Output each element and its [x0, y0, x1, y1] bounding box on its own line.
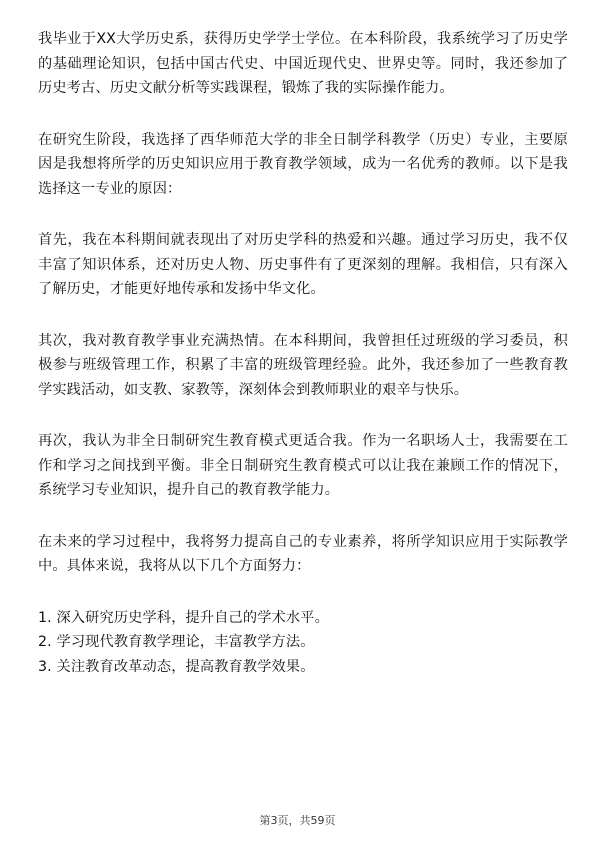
paragraph-reason-second: 其次，我对教育教学事业充满热情。在本科期间，我曾担任过班级的学习委员，积极参与班级管理工作，积累了丰富的班级管理经验。此外，我还参加了一些教育教学实践活动，如支教、家教等，深刻体会到教师职业的艰辛与快乐。 — [38, 332, 568, 398]
document-body — [38, 27, 568, 679]
page-number: 第3页，共59页 — [259, 814, 336, 827]
list-item: 3. 关注教育改革动态，提高教育教学效果。 — [38, 658, 315, 675]
paragraph-graduate-choice: 在研究生阶段，我选择了西华师范大学的非全日制学科教学（历史）专业，主要原因是我想将所学的历史知识应用于教育教学领域，成为一名优秀的教师。以下是我选择这一专业的原因： — [38, 131, 568, 197]
paragraph-reason-third: 再次，我认为非全日制研究生教育模式更适合我。作为一名职场人士，我需要在工作和学习之间找到平衡。非全日制研究生教育模式可以让我在兼顾工作的情况下，系统学习专业知识，提升自己的教育教学能力。 — [38, 433, 568, 498]
paragraph-education-background: 我毕业于XX大学历史系，获得历史学学士学位。在本科阶段，我系统学习了历史学的基础理论知识，包括中国古代史、中国近现代史、世界史等。同时，我还参加了历史考古、历史文献分析等实践课程，锻炼了我的实际操作能力。 — [38, 31, 568, 96]
list-item: 2. 学习现代教育教学理论，丰富教学方法。 — [38, 634, 315, 650]
list-item: 1. 深入研究历史学科，提升自己的学术水平。 — [38, 609, 329, 626]
paragraph-reason-first: 首先，我在本科期间就表现出了对历史学科的热爱和兴趣。通过学习历史，我不仅丰富了知识体系，还对历史人物、历史事件有了更深刻的理解。我相信，只有深入了解历史，才能更好地传承和发扬中华文化。 — [38, 232, 568, 297]
plan-list — [38, 606, 568, 680]
paragraph-future-plan: 在未来的学习过程中，我将努力提高自己的专业素养，将所学知识应用于实际教学中。具体来说，我将从以下几个方面努力： — [38, 533, 568, 574]
